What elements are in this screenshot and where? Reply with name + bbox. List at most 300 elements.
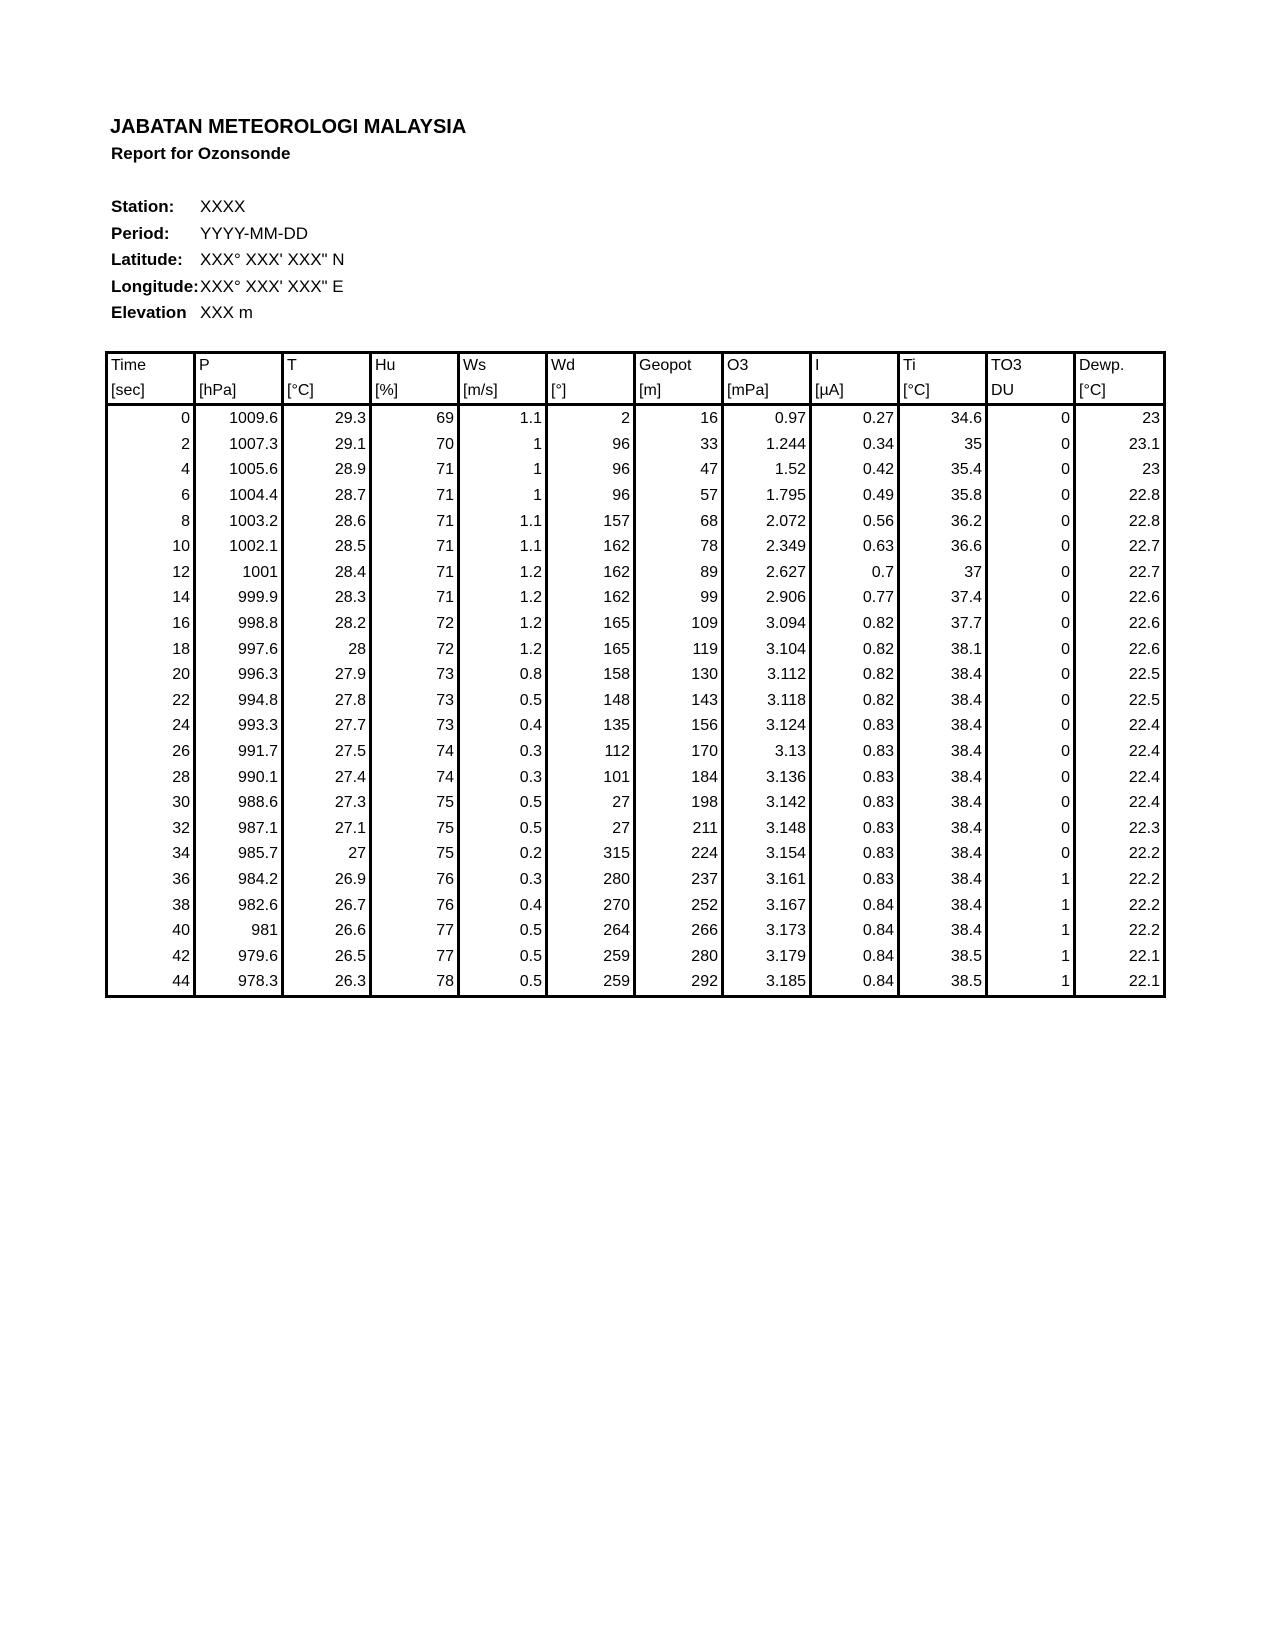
table-cell: 0.77 bbox=[811, 585, 899, 611]
table-cell: 35.4 bbox=[899, 457, 987, 483]
table-row bbox=[107, 739, 1165, 765]
table-cell: 38.4 bbox=[899, 662, 987, 688]
column-unit: [%] bbox=[371, 378, 459, 405]
table-cell: 22.7 bbox=[1075, 560, 1165, 586]
table-cell: 0.82 bbox=[811, 636, 899, 662]
table-cell: 22.8 bbox=[1075, 508, 1165, 534]
table-cell: 0 bbox=[987, 611, 1075, 637]
table-cell: 22.2 bbox=[1075, 892, 1165, 918]
table-cell: 6 bbox=[107, 483, 195, 509]
table-cell: 28.9 bbox=[283, 457, 371, 483]
table-cell: 0 bbox=[987, 816, 1075, 842]
table-cell: 73 bbox=[371, 662, 459, 688]
column-unit: [µA] bbox=[811, 378, 899, 405]
table-cell: 1.2 bbox=[459, 636, 547, 662]
table-cell: 22.2 bbox=[1075, 867, 1165, 893]
table-cell: 0.82 bbox=[811, 688, 899, 714]
table-cell: 22.2 bbox=[1075, 841, 1165, 867]
column-name-row bbox=[107, 353, 1165, 379]
column-unit: [hPa] bbox=[195, 378, 283, 405]
table-cell: 1 bbox=[459, 457, 547, 483]
table-cell: 978.3 bbox=[195, 969, 283, 996]
table-cell: 26.3 bbox=[283, 969, 371, 996]
table-cell: 78 bbox=[371, 969, 459, 996]
table-cell: 997.6 bbox=[195, 636, 283, 662]
table-cell: 0.5 bbox=[459, 943, 547, 969]
metadata-label: Longitude: bbox=[111, 276, 199, 296]
table-cell: 0.84 bbox=[811, 943, 899, 969]
table-cell: 30 bbox=[107, 790, 195, 816]
table-cell: 38.4 bbox=[899, 918, 987, 944]
metadata-label: Latitude: bbox=[111, 250, 183, 269]
table-cell: 0.82 bbox=[811, 611, 899, 637]
table-cell: 27.8 bbox=[283, 688, 371, 714]
table-cell: 69 bbox=[371, 405, 459, 432]
table-cell: 3.136 bbox=[723, 764, 811, 790]
table-cell: 22.4 bbox=[1075, 713, 1165, 739]
table-cell: 3.148 bbox=[723, 816, 811, 842]
metadata-value: XXX° XXX' XXX" E bbox=[200, 276, 344, 296]
table-cell: 89 bbox=[635, 560, 723, 586]
table-cell: 22.5 bbox=[1075, 662, 1165, 688]
table-cell: 184 bbox=[635, 764, 723, 790]
column-header: Dewp. bbox=[1075, 353, 1165, 379]
table-cell: 162 bbox=[547, 534, 635, 560]
table-cell: 40 bbox=[107, 918, 195, 944]
table-cell: 0.83 bbox=[811, 790, 899, 816]
table-cell: 0 bbox=[987, 457, 1075, 483]
table-cell: 26.9 bbox=[283, 867, 371, 893]
table-cell: 0 bbox=[987, 713, 1075, 739]
table-cell: 0.84 bbox=[811, 969, 899, 996]
table-cell: 27.7 bbox=[283, 713, 371, 739]
table-cell: 0.83 bbox=[811, 867, 899, 893]
table-cell: 0.3 bbox=[459, 867, 547, 893]
table-cell: 71 bbox=[371, 560, 459, 586]
table-cell: 0.3 bbox=[459, 739, 547, 765]
table-cell: 42 bbox=[107, 943, 195, 969]
table-cell: 0.97 bbox=[723, 405, 811, 432]
table-cell: 38.4 bbox=[899, 764, 987, 790]
table-cell: 0.2 bbox=[459, 841, 547, 867]
table-row bbox=[107, 918, 1165, 944]
table-cell: 74 bbox=[371, 739, 459, 765]
table-cell: 985.7 bbox=[195, 841, 283, 867]
table-row bbox=[107, 892, 1165, 918]
table-cell: 72 bbox=[371, 636, 459, 662]
table-cell: 22.6 bbox=[1075, 611, 1165, 637]
table-cell: 99 bbox=[635, 585, 723, 611]
table-cell: 71 bbox=[371, 534, 459, 560]
table-cell: 29.1 bbox=[283, 432, 371, 458]
table-cell: 26.5 bbox=[283, 943, 371, 969]
table-cell: 1 bbox=[987, 867, 1075, 893]
table-cell: 198 bbox=[635, 790, 723, 816]
table-cell: 73 bbox=[371, 713, 459, 739]
table-cell: 26.6 bbox=[283, 918, 371, 944]
table-cell: 3.112 bbox=[723, 662, 811, 688]
table-cell: 0.82 bbox=[811, 662, 899, 688]
table-cell: 0.4 bbox=[459, 713, 547, 739]
table-cell: 157 bbox=[547, 508, 635, 534]
column-header: TO3 bbox=[987, 353, 1075, 379]
table-cell: 22.3 bbox=[1075, 816, 1165, 842]
table-cell: 0.84 bbox=[811, 892, 899, 918]
table-cell: 0.3 bbox=[459, 764, 547, 790]
table-cell: 0.83 bbox=[811, 739, 899, 765]
table-cell: 22.5 bbox=[1075, 688, 1165, 714]
table-cell: 22 bbox=[107, 688, 195, 714]
table-cell: 0 bbox=[987, 508, 1075, 534]
table-cell: 36.2 bbox=[899, 508, 987, 534]
table-cell: 0.5 bbox=[459, 688, 547, 714]
table-cell: 36 bbox=[107, 867, 195, 893]
column-header: T bbox=[283, 353, 371, 379]
table-row bbox=[107, 483, 1165, 509]
table-cell: 3.185 bbox=[723, 969, 811, 996]
table-cell: 0.83 bbox=[811, 713, 899, 739]
table-cell: 999.9 bbox=[195, 585, 283, 611]
table-cell: 37 bbox=[899, 560, 987, 586]
table-cell: 1.244 bbox=[723, 432, 811, 458]
table-cell: 26 bbox=[107, 739, 195, 765]
table-cell: 158 bbox=[547, 662, 635, 688]
table-cell: 22.8 bbox=[1075, 483, 1165, 509]
table-cell: 1.1 bbox=[459, 508, 547, 534]
table-cell: 143 bbox=[635, 688, 723, 714]
table-cell: 75 bbox=[371, 790, 459, 816]
column-header: Wd bbox=[547, 353, 635, 379]
metadata-value: XXX m bbox=[200, 303, 253, 322]
table-cell: 16 bbox=[635, 405, 723, 432]
table-cell: 10 bbox=[107, 534, 195, 560]
column-unit: [°C] bbox=[283, 378, 371, 405]
table-cell: 1005.6 bbox=[195, 457, 283, 483]
table-cell: 1.52 bbox=[723, 457, 811, 483]
table-cell: 24 bbox=[107, 713, 195, 739]
table-cell: 3.094 bbox=[723, 611, 811, 637]
table-cell: 1 bbox=[987, 918, 1075, 944]
table-cell: 28.7 bbox=[283, 483, 371, 509]
table-cell: 3.124 bbox=[723, 713, 811, 739]
table-cell: 165 bbox=[547, 636, 635, 662]
table-cell: 33 bbox=[635, 432, 723, 458]
table-cell: 0.5 bbox=[459, 790, 547, 816]
table-cell: 0.83 bbox=[811, 841, 899, 867]
table-cell: 280 bbox=[547, 867, 635, 893]
table-cell: 38.4 bbox=[899, 867, 987, 893]
table-cell: 0 bbox=[987, 432, 1075, 458]
table-cell: 170 bbox=[635, 739, 723, 765]
metadata-row bbox=[111, 302, 345, 329]
table-cell: 38.4 bbox=[899, 713, 987, 739]
table-row bbox=[107, 560, 1165, 586]
table-cell: 1003.2 bbox=[195, 508, 283, 534]
table-cell: 0.5 bbox=[459, 816, 547, 842]
table-cell: 211 bbox=[635, 816, 723, 842]
table-cell: 0 bbox=[987, 841, 1075, 867]
table-cell: 148 bbox=[547, 688, 635, 714]
table-cell: 28.4 bbox=[283, 560, 371, 586]
table-cell: 3.173 bbox=[723, 918, 811, 944]
table-cell: 27 bbox=[283, 841, 371, 867]
table-cell: 76 bbox=[371, 867, 459, 893]
table-cell: 156 bbox=[635, 713, 723, 739]
table-cell: 0 bbox=[987, 636, 1075, 662]
table-cell: 28 bbox=[107, 764, 195, 790]
table-cell: 34 bbox=[107, 841, 195, 867]
table-cell: 1009.6 bbox=[195, 405, 283, 432]
table-cell: 2.072 bbox=[723, 508, 811, 534]
table-cell: 71 bbox=[371, 457, 459, 483]
column-unit: [°C] bbox=[899, 378, 987, 405]
table-row bbox=[107, 508, 1165, 534]
table-cell: 0.83 bbox=[811, 816, 899, 842]
table-cell: 27.9 bbox=[283, 662, 371, 688]
table-cell: 22.7 bbox=[1075, 534, 1165, 560]
table-cell: 35.8 bbox=[899, 483, 987, 509]
table-cell: 0.4 bbox=[459, 892, 547, 918]
table-cell: 22.4 bbox=[1075, 790, 1165, 816]
table-cell: 57 bbox=[635, 483, 723, 509]
table-cell: 38.4 bbox=[899, 739, 987, 765]
table-cell: 0.84 bbox=[811, 918, 899, 944]
table-cell: 259 bbox=[547, 969, 635, 996]
table-cell: 0 bbox=[987, 764, 1075, 790]
table-cell: 3.154 bbox=[723, 841, 811, 867]
table-cell: 26.7 bbox=[283, 892, 371, 918]
table-cell: 1 bbox=[987, 892, 1075, 918]
table-cell: 1007.3 bbox=[195, 432, 283, 458]
table-cell: 1 bbox=[987, 943, 1075, 969]
table-row bbox=[107, 432, 1165, 458]
table-row bbox=[107, 713, 1165, 739]
table-row bbox=[107, 943, 1165, 969]
table-cell: 0.63 bbox=[811, 534, 899, 560]
metadata-label: Station: bbox=[111, 197, 175, 216]
table-row bbox=[107, 405, 1165, 432]
table-cell: 38.5 bbox=[899, 943, 987, 969]
table-row bbox=[107, 867, 1165, 893]
table-cell: 37.7 bbox=[899, 611, 987, 637]
table-cell: 135 bbox=[547, 713, 635, 739]
table-cell: 27 bbox=[547, 816, 635, 842]
table-cell: 224 bbox=[635, 841, 723, 867]
table-cell: 28.5 bbox=[283, 534, 371, 560]
table-cell: 18 bbox=[107, 636, 195, 662]
table-cell: 68 bbox=[635, 508, 723, 534]
table-cell: 0.27 bbox=[811, 405, 899, 432]
table-cell: 1.2 bbox=[459, 560, 547, 586]
table-cell: 0 bbox=[987, 534, 1075, 560]
column-unit: [mPa] bbox=[723, 378, 811, 405]
table-cell: 3.179 bbox=[723, 943, 811, 969]
table-cell: 0 bbox=[987, 585, 1075, 611]
column-unit: [°] bbox=[547, 378, 635, 405]
column-header: I bbox=[811, 353, 899, 379]
table-cell: 2 bbox=[547, 405, 635, 432]
column-header: P bbox=[195, 353, 283, 379]
table-cell: 981 bbox=[195, 918, 283, 944]
table-row bbox=[107, 457, 1165, 483]
table-cell: 1.1 bbox=[459, 534, 547, 560]
metadata-row bbox=[111, 196, 345, 223]
table-cell: 75 bbox=[371, 816, 459, 842]
table-cell: 270 bbox=[547, 892, 635, 918]
column-header: Ws bbox=[459, 353, 547, 379]
metadata-label: Elevation bbox=[111, 303, 187, 322]
table-cell: 27.1 bbox=[283, 816, 371, 842]
table-cell: 0.8 bbox=[459, 662, 547, 688]
table-cell: 3.104 bbox=[723, 636, 811, 662]
table-cell: 237 bbox=[635, 867, 723, 893]
column-unit: [m/s] bbox=[459, 378, 547, 405]
ozonsonde-data-table bbox=[105, 351, 1166, 998]
table-cell: 73 bbox=[371, 688, 459, 714]
table-cell: 0.7 bbox=[811, 560, 899, 586]
table-row bbox=[107, 969, 1165, 996]
table-cell: 119 bbox=[635, 636, 723, 662]
table-cell: 20 bbox=[107, 662, 195, 688]
table-cell: 4 bbox=[107, 457, 195, 483]
table-cell: 2.627 bbox=[723, 560, 811, 586]
table-cell: 38.4 bbox=[899, 816, 987, 842]
table-cell: 16 bbox=[107, 611, 195, 637]
table-cell: 998.8 bbox=[195, 611, 283, 637]
table-cell: 266 bbox=[635, 918, 723, 944]
table-cell: 27 bbox=[547, 790, 635, 816]
table-cell: 28.2 bbox=[283, 611, 371, 637]
table-cell: 3.13 bbox=[723, 739, 811, 765]
column-header: O3 bbox=[723, 353, 811, 379]
column-unit-row bbox=[107, 378, 1165, 405]
report-title: Report for Ozonsonde bbox=[111, 144, 291, 163]
table-body bbox=[107, 405, 1165, 997]
table-cell: 1004.4 bbox=[195, 483, 283, 509]
table-cell: 130 bbox=[635, 662, 723, 688]
column-unit: DU bbox=[987, 378, 1075, 405]
table-row bbox=[107, 585, 1165, 611]
table-cell: 22.4 bbox=[1075, 739, 1165, 765]
table-cell: 77 bbox=[371, 943, 459, 969]
table-cell: 0 bbox=[987, 560, 1075, 586]
table-cell: 22.6 bbox=[1075, 636, 1165, 662]
table-cell: 71 bbox=[371, 483, 459, 509]
table-cell: 75 bbox=[371, 841, 459, 867]
table-row bbox=[107, 662, 1165, 688]
table-cell: 988.6 bbox=[195, 790, 283, 816]
table-cell: 0 bbox=[987, 739, 1075, 765]
table-cell: 101 bbox=[547, 764, 635, 790]
table-row bbox=[107, 764, 1165, 790]
table-cell: 38.4 bbox=[899, 892, 987, 918]
table-cell: 280 bbox=[635, 943, 723, 969]
metadata-row bbox=[111, 276, 345, 303]
station-metadata bbox=[111, 196, 345, 329]
table-cell: 96 bbox=[547, 483, 635, 509]
table-row bbox=[107, 816, 1165, 842]
metadata-label: Period: bbox=[111, 223, 170, 243]
table-cell: 979.6 bbox=[195, 943, 283, 969]
data-table bbox=[105, 351, 1166, 998]
table-cell: 0 bbox=[987, 790, 1075, 816]
table-cell: 112 bbox=[547, 739, 635, 765]
table-cell: 994.8 bbox=[195, 688, 283, 714]
table-cell: 72 bbox=[371, 611, 459, 637]
table-cell: 2.906 bbox=[723, 585, 811, 611]
table-cell: 991.7 bbox=[195, 739, 283, 765]
table-cell: 252 bbox=[635, 892, 723, 918]
table-cell: 3.161 bbox=[723, 867, 811, 893]
table-cell: 22.1 bbox=[1075, 943, 1165, 969]
table-cell: 47 bbox=[635, 457, 723, 483]
column-header: Geopot bbox=[635, 353, 723, 379]
table-cell: 1.2 bbox=[459, 585, 547, 611]
table-cell: 1001 bbox=[195, 560, 283, 586]
table-cell: 22.4 bbox=[1075, 764, 1165, 790]
table-cell: 38.4 bbox=[899, 688, 987, 714]
table-cell: 12 bbox=[107, 560, 195, 586]
table-cell: 44 bbox=[107, 969, 195, 996]
table-cell: 38 bbox=[107, 892, 195, 918]
table-cell: 264 bbox=[547, 918, 635, 944]
table-cell: 0 bbox=[987, 483, 1075, 509]
metadata-value: XXXX bbox=[200, 197, 246, 216]
table-cell: 987.1 bbox=[195, 816, 283, 842]
table-cell: 23 bbox=[1075, 457, 1165, 483]
table-cell: 37.4 bbox=[899, 585, 987, 611]
table-cell: 162 bbox=[547, 560, 635, 586]
metadata-row bbox=[111, 249, 345, 276]
table-cell: 96 bbox=[547, 457, 635, 483]
column-unit: [m] bbox=[635, 378, 723, 405]
table-cell: 1 bbox=[987, 969, 1075, 996]
table-cell: 982.6 bbox=[195, 892, 283, 918]
table-cell: 71 bbox=[371, 508, 459, 534]
table-cell: 36.6 bbox=[899, 534, 987, 560]
table-cell: 1.1 bbox=[459, 405, 547, 432]
table-cell: 96 bbox=[547, 432, 635, 458]
table-cell: 23 bbox=[1075, 405, 1165, 432]
column-header: Ti bbox=[899, 353, 987, 379]
table-cell: 27.3 bbox=[283, 790, 371, 816]
table-cell: 1.795 bbox=[723, 483, 811, 509]
table-cell: 23.1 bbox=[1075, 432, 1165, 458]
table-cell: 34.6 bbox=[899, 405, 987, 432]
table-cell: 22.1 bbox=[1075, 969, 1165, 996]
table-cell: 1 bbox=[459, 432, 547, 458]
table-cell: 3.167 bbox=[723, 892, 811, 918]
metadata-value: XXX° XXX' XXX" N bbox=[200, 250, 345, 269]
table-cell: 29.3 bbox=[283, 405, 371, 432]
table-cell: 162 bbox=[547, 585, 635, 611]
metadata-row bbox=[111, 223, 345, 250]
column-unit: [°C] bbox=[1075, 378, 1165, 405]
table-cell: 77 bbox=[371, 918, 459, 944]
table-cell: 993.3 bbox=[195, 713, 283, 739]
table-cell: 315 bbox=[547, 841, 635, 867]
table-cell: 0.83 bbox=[811, 764, 899, 790]
table-cell: 0.42 bbox=[811, 457, 899, 483]
table-row bbox=[107, 534, 1165, 560]
table-cell: 984.2 bbox=[195, 867, 283, 893]
table-cell: 1.2 bbox=[459, 611, 547, 637]
table-cell: 28 bbox=[283, 636, 371, 662]
table-row bbox=[107, 611, 1165, 637]
table-cell: 165 bbox=[547, 611, 635, 637]
table-cell: 70 bbox=[371, 432, 459, 458]
table-cell: 0 bbox=[107, 405, 195, 432]
